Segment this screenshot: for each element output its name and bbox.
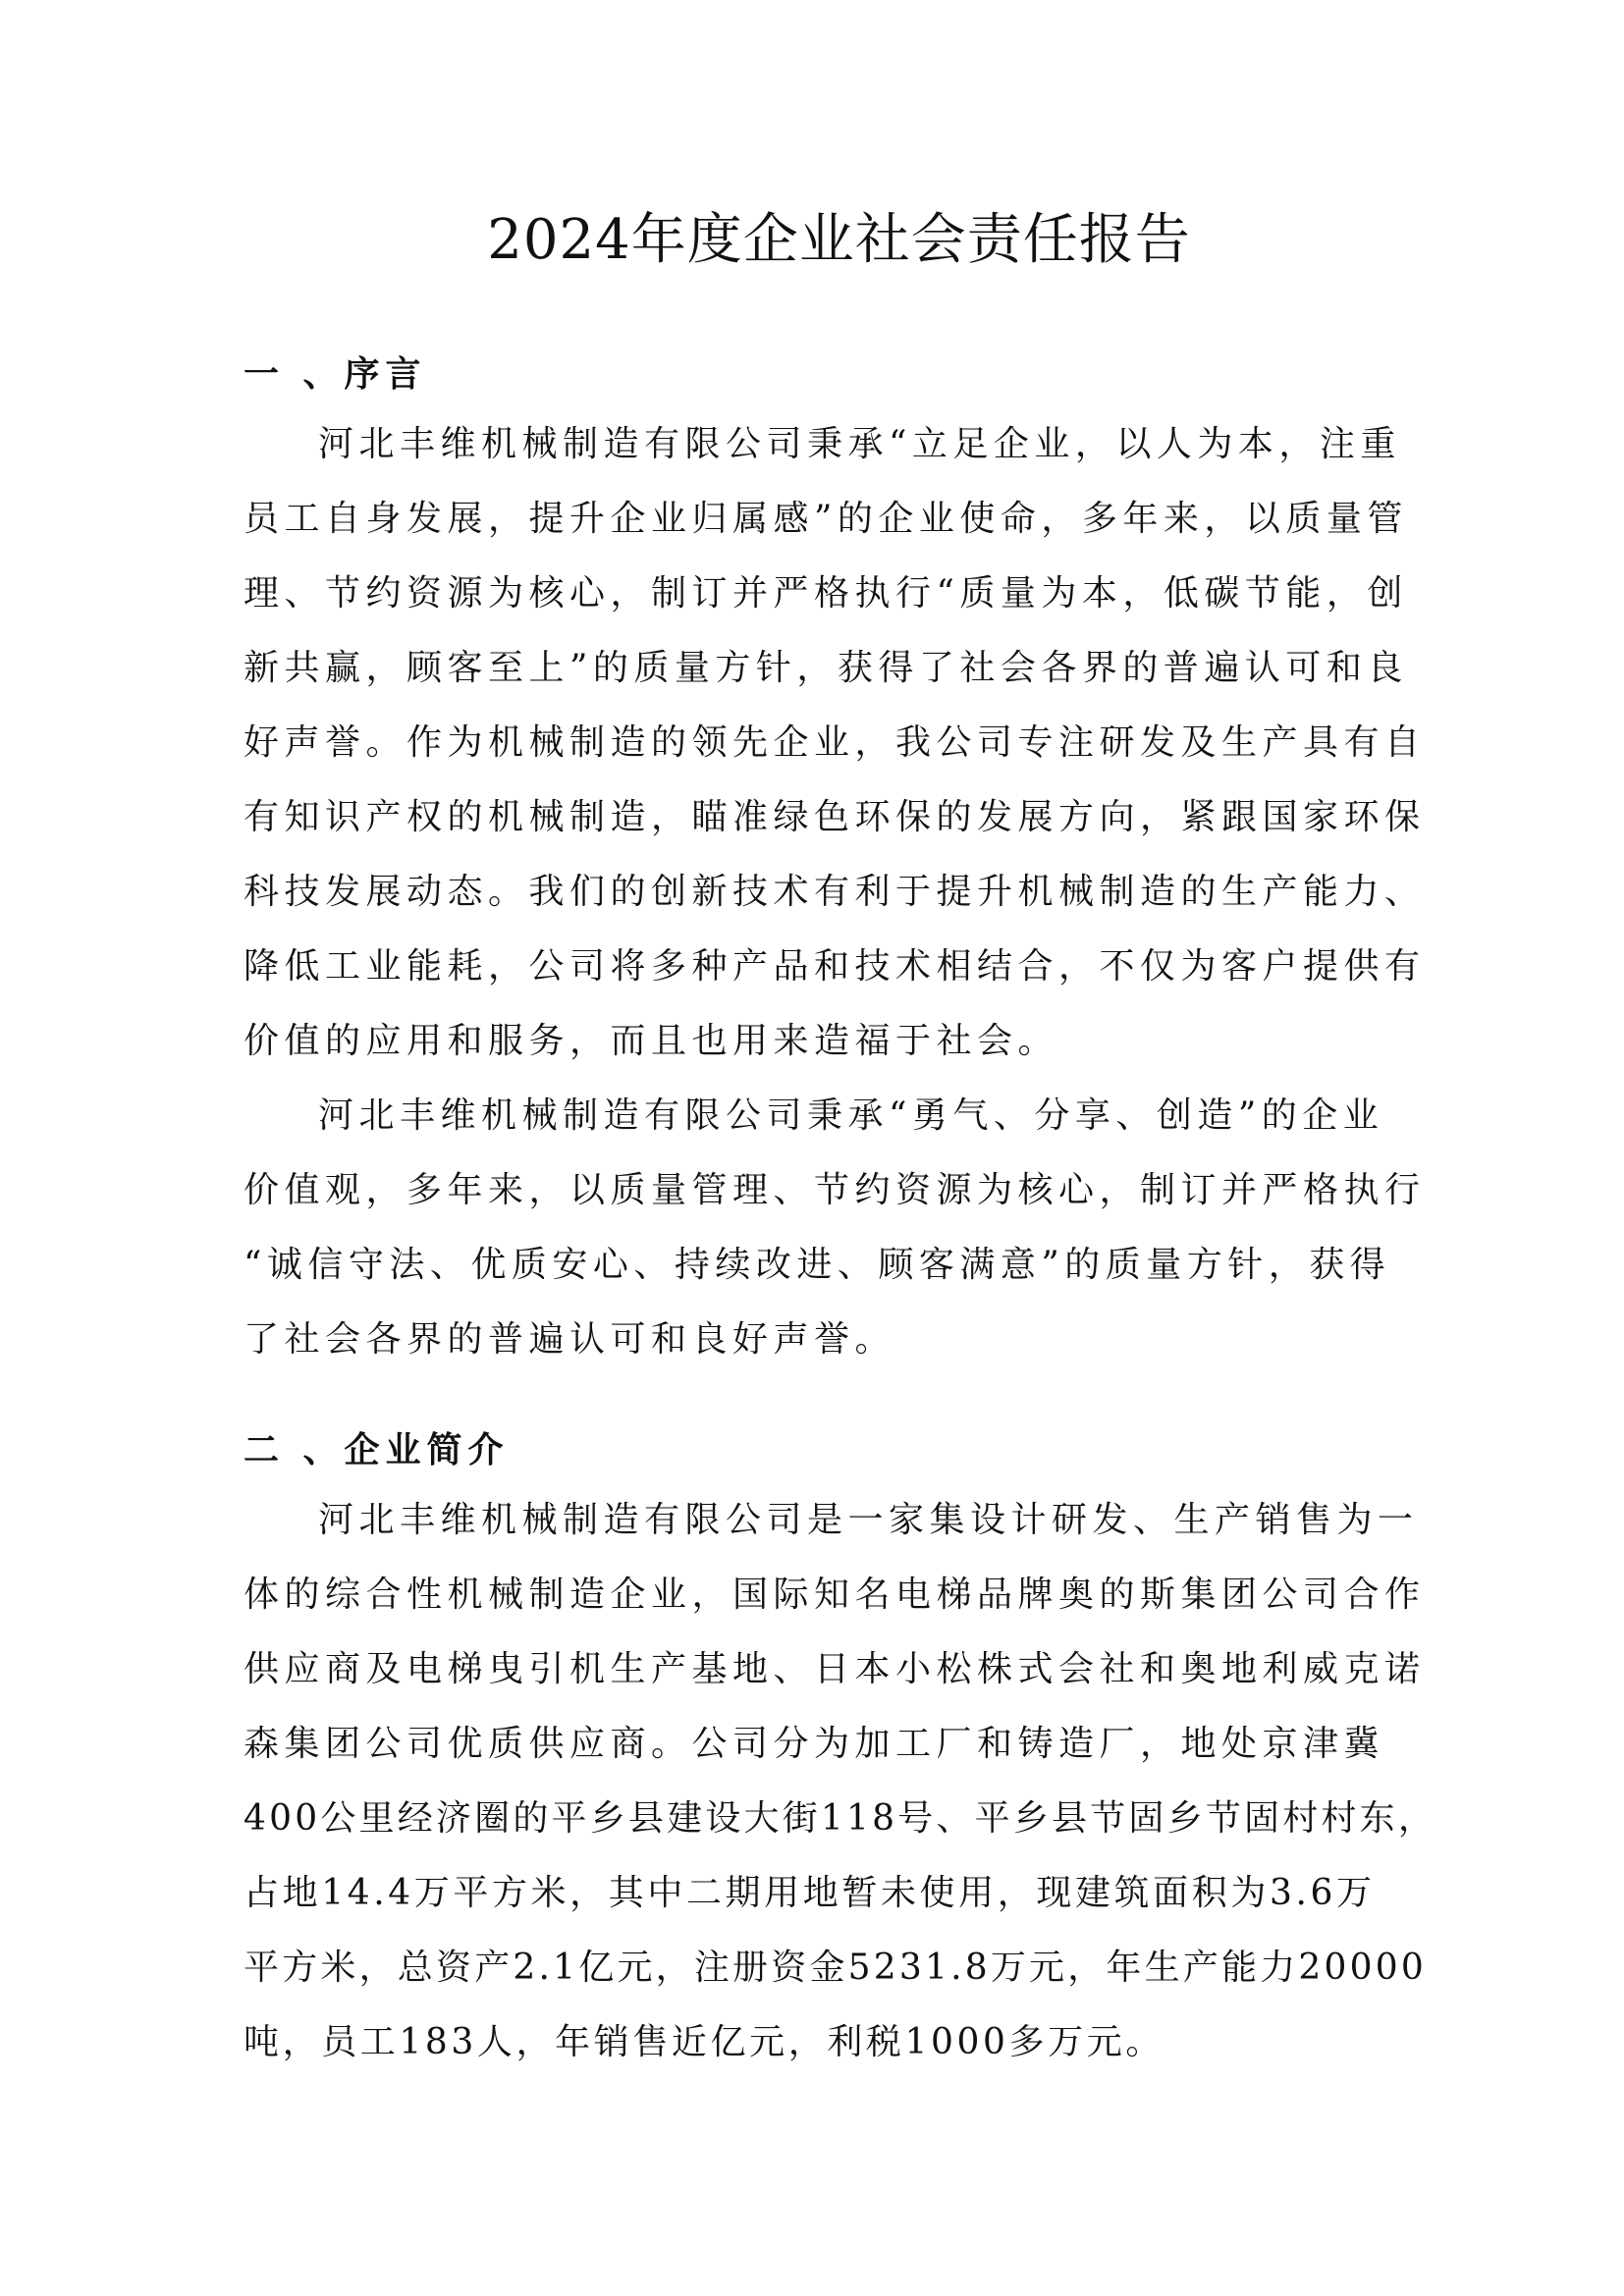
paragraph-line: 体的综合性机械制造企业，国际知名电梯品牌奥的斯集团公司合作 <box>244 1575 1426 1615</box>
paragraph-line: 员工自身发展，提升企业归属感”的企业使命，多年来，以质量管 <box>244 499 1408 539</box>
paragraph-line: 好声誉。作为机械制造的领先企业，我公司专注研发及生产具有自 <box>244 722 1426 763</box>
paragraph-line: 平方米，总资产2.1亿元，注册资金5231.8万元，年生产能力20000 <box>244 1948 1427 1988</box>
paragraph-line: 了社会各界的普遍认可和良好声誉。 <box>244 1319 896 1360</box>
paragraph-line: 400公里经济圈的平乡县建设大街118号、平乡县节固乡节固村村东， <box>244 1798 1437 1839</box>
paragraph-line: 森集团公司优质供应商。公司分为加工厂和铸造厂，地处京津冀 <box>244 1724 1385 1764</box>
paragraph-line: 有知识产权的机械制造，瞄准绿色环保的发展方向，紧跟国家环保 <box>244 797 1426 837</box>
paragraph-line: 降低工业能耗，公司将多种产品和技术相结合，不仅为客户提供有 <box>244 946 1426 987</box>
section-heading-preface: 一 、序言 <box>244 354 427 395</box>
paragraph-line: 河北丰维机械制造有限公司是一家集设计研发、生产销售为一 <box>318 1500 1419 1540</box>
paragraph-line: 价值的应用和服务，而且也用来造福于社会。 <box>244 1021 1059 1061</box>
paragraph-line: 河北丰维机械制造有限公司秉承“勇气、分享、创造”的企业 <box>318 1095 1384 1136</box>
paragraph-line: 价值观，多年来，以质量管理、节约资源为核心，制订并严格执行 <box>244 1170 1426 1210</box>
paragraph-line: 河北丰维机械制造有限公司秉承“立足企业，以人为本，注重 <box>318 424 1401 464</box>
section-heading-company-profile: 二 、企业简介 <box>244 1430 510 1470</box>
paragraph-line: 吨，员工183人，年销售近亿元，利税1000多万元。 <box>244 2022 1164 2062</box>
paragraph-line: 供应商及电梯曳引机生产基地、日本小松株式会社和奥地利威克诺 <box>244 1649 1426 1689</box>
document-title: 2024年度企业社会责任报告 <box>487 208 1191 272</box>
paragraph-line: “诚信守法、优质安心、持续改进、顾客满意”的质量方针，获得 <box>244 1245 1391 1285</box>
paragraph-line: 占地14.4万平方米，其中二期用地暂未使用，现建筑面积为3.6万 <box>244 1873 1376 1913</box>
paragraph-line: 新共赢，顾客至上”的质量方针，获得了社会各界的普遍认可和良 <box>244 648 1408 688</box>
paragraph-line: 科技发展动态。我们的创新技术有利于提升机械制造的生产能力、 <box>244 872 1426 912</box>
paragraph-line: 理、节约资源为核心，制订并严格执行“质量为本，低碳节能，创 <box>244 573 1408 614</box>
